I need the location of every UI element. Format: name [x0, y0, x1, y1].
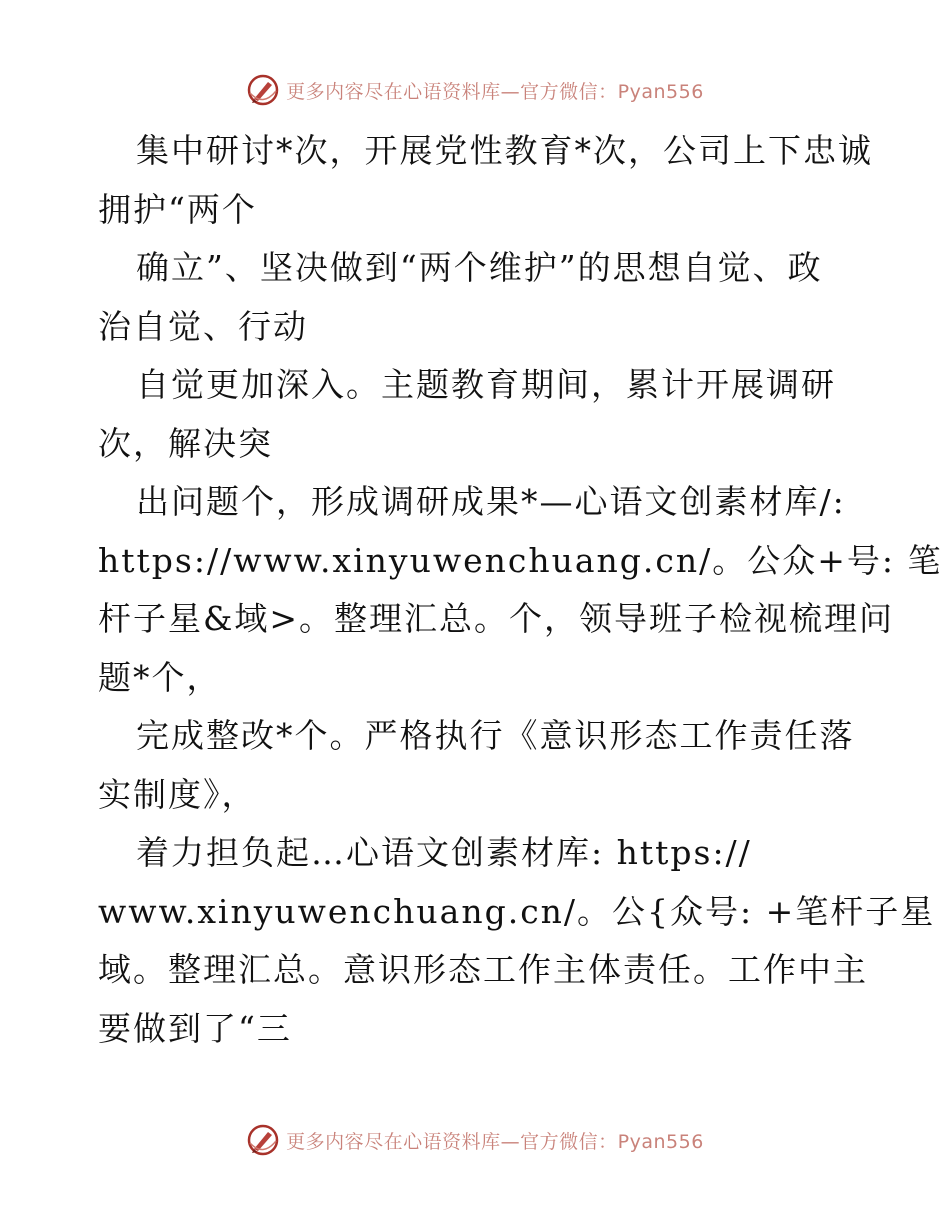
- text-line: 拥护“两个: [98, 189, 257, 229]
- text-line: 题*个，: [98, 657, 222, 697]
- text-line: 要做到了“三: [98, 1008, 292, 1048]
- text-line: 着力担负起…心语文创素材库: https://: [136, 833, 752, 872]
- text-line: www.xinyuwenchuang.cn/。公{众号: +笔杆子星: [98, 891, 936, 931]
- text-line: 杆子星&域>。整理汇总。个，领导班子检视梳理问: [98, 599, 895, 638]
- text-line: 确立”、坚决做到“两个维护”的思想自觉、政: [136, 248, 823, 287]
- footer-banner: [0, 1120, 950, 1160]
- banner-text: 更多内容尽在心语资料库—官方微信：Pyan556: [286, 1130, 704, 1153]
- text-line: https://www.xinyuwenchuang.cn/。公众+号: 笔: [98, 540, 943, 580]
- header-banner: [0, 70, 950, 110]
- text-line: 域。整理汇总。意识形态工作主体责任。工作中主: [98, 950, 868, 989]
- text-line: 完成整改*个。严格执行《意识形态工作责任落: [136, 716, 855, 755]
- pen-logo-icon: [246, 73, 280, 107]
- pen-logo-icon: [246, 1123, 280, 1157]
- document-body: [98, 122, 943, 1058]
- text-line: 实制度》，: [98, 774, 257, 814]
- text-line: 治自觉、行动: [98, 306, 308, 346]
- text-line: 次，解决突: [98, 423, 273, 463]
- banner-text: 更多内容尽在心语资料库—官方微信：Pyan556: [286, 80, 704, 103]
- text-line: 集中研讨*次，开展党性教育*次，公司上下忠诚: [136, 131, 873, 170]
- text-line: 自觉更加深入。主题教育期间，累计开展调研: [136, 365, 836, 404]
- text-line: 出问题个，形成调研成果*—心语文创素材库/:: [136, 482, 846, 521]
